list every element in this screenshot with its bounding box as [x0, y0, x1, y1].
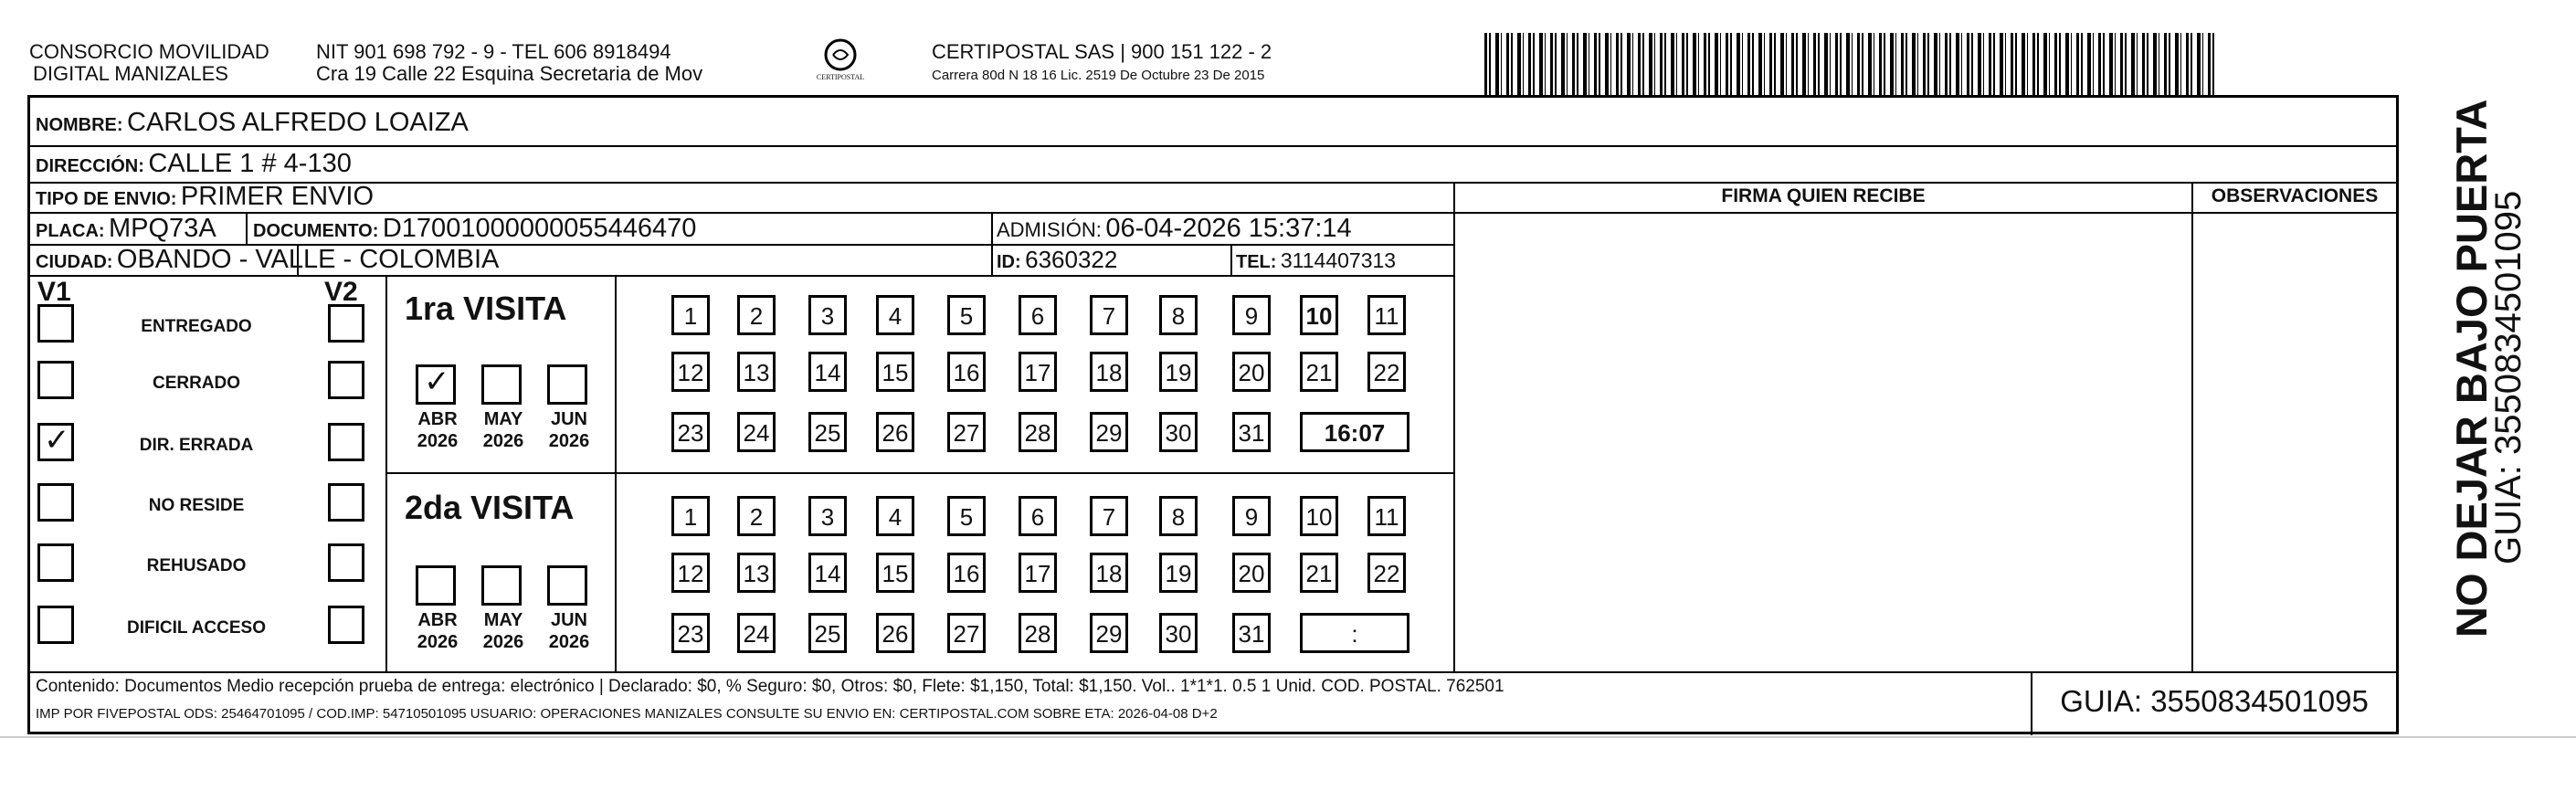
second-day-box[interactable]: 5: [947, 496, 986, 536]
second-year-label: 2026: [482, 632, 524, 652]
second-day-box[interactable]: 12: [671, 553, 710, 593]
second-day-box[interactable]: 2: [737, 496, 776, 536]
second-day-box[interactable]: 10: [1300, 496, 1338, 536]
direccion-value: CALLE 1 # 4-130: [148, 149, 352, 178]
first-day-box[interactable]: 2: [737, 295, 776, 335]
side-guia: GUIA: 3550834501095: [2488, 190, 2528, 564]
second-month-label: ABR: [417, 610, 458, 630]
second-day-box[interactable]: 28: [1019, 613, 1057, 653]
second-year-label: 2026: [417, 632, 459, 652]
second-day-box[interactable]: 29: [1090, 613, 1128, 653]
id-field: ID: 6360322: [997, 246, 1118, 273]
observaciones-label: OBSERVACIONES: [2211, 185, 2379, 206]
v2-checkbox[interactable]: [328, 606, 364, 644]
second-month-checkbox[interactable]: [416, 565, 456, 606]
second-day-box[interactable]: 18: [1090, 553, 1128, 593]
first-day-box[interactable]: 29: [1090, 412, 1128, 452]
state-label: CERRADO: [152, 374, 241, 393]
state-label: NO RESIDE: [148, 496, 245, 515]
first-day-box[interactable]: 15: [876, 352, 914, 392]
month-check-mark: ✓: [424, 364, 450, 400]
first-day-box[interactable]: 11: [1367, 295, 1406, 335]
placa-value: MPQ73A: [109, 214, 216, 243]
first-day-box[interactable]: 28: [1019, 412, 1057, 452]
v1-checkbox[interactable]: [37, 543, 74, 582]
first-day-box[interactable]: 6: [1019, 295, 1057, 335]
first-day-box[interactable]: 25: [808, 412, 847, 452]
second-day-box[interactable]: 13: [737, 553, 776, 593]
v2-checkbox[interactable]: [328, 423, 364, 461]
page-edge: [0, 736, 2576, 738]
second-time-box[interactable]: :: [1300, 613, 1409, 653]
tel-field: TEL: 3114407313: [1236, 248, 1397, 272]
firma-label: FIRMA QUIEN RECIBE: [1721, 185, 1926, 206]
nombre-value: CARLOS ALFREDO LOAIZA: [127, 108, 469, 137]
first-day-box[interactable]: 10: [1300, 295, 1338, 335]
v2-checkbox[interactable]: [328, 483, 364, 522]
state-label: DIR. ERRADA: [139, 436, 254, 455]
first-day-box[interactable]: 21: [1300, 352, 1338, 392]
second-day-box[interactable]: 26: [876, 613, 914, 653]
second-day-box[interactable]: 24: [737, 613, 776, 653]
second-day-box[interactable]: 27: [947, 613, 986, 653]
second-day-box[interactable]: 4: [876, 496, 914, 536]
second-day-box[interactable]: 23: [671, 613, 710, 653]
nombre-field: NOMBRE: CARLOS ALFREDO LOAIZA: [36, 108, 469, 137]
second-day-box[interactable]: 14: [808, 553, 847, 593]
first-day-box[interactable]: 22: [1367, 352, 1406, 392]
second-year-label: 2026: [548, 632, 590, 652]
first-day-box[interactable]: 4: [876, 295, 914, 335]
documento-value: D17001000000055446470: [382, 214, 697, 243]
first-month-checkbox[interactable]: [547, 364, 587, 405]
first-day-box[interactable]: 20: [1232, 352, 1271, 392]
second-day-box[interactable]: 30: [1159, 613, 1198, 653]
second-day-box[interactable]: 11: [1367, 496, 1406, 536]
second-visit-title: 2da VISITA: [405, 489, 575, 526]
first-day-box[interactable]: 26: [876, 412, 914, 452]
second-month-checkbox[interactable]: [481, 565, 522, 606]
first-year-label: 2026: [548, 431, 590, 451]
first-day-box[interactable]: 19: [1159, 352, 1198, 392]
ciudad-value: OBANDO - VALLE - COLOMBIA: [116, 245, 500, 274]
second-day-box[interactable]: 17: [1019, 553, 1057, 593]
first-day-box[interactable]: 9: [1232, 295, 1271, 335]
admision-field: ADMISIÓN: 06-04-2026 15:37:14: [997, 214, 1352, 243]
id-value: 6360322: [1025, 246, 1118, 273]
tel-value: 3114407313: [1280, 248, 1397, 272]
state-label: ENTREGADO: [141, 317, 252, 336]
v2-checkbox[interactable]: [328, 543, 364, 582]
first-month-checkbox[interactable]: [481, 364, 522, 405]
v1-checkbox[interactable]: [37, 361, 74, 399]
first-month-label: JUN: [550, 409, 587, 429]
address-line: Cra 19 Calle 22 Esquina Secretaria de Mov: [316, 62, 703, 85]
delivery-form: [27, 95, 2399, 734]
admision-value: 06-04-2026 15:37:14: [1105, 214, 1352, 243]
second-day-box[interactable]: 6: [1019, 496, 1057, 536]
first-time-box[interactable]: 16:07: [1300, 412, 1409, 452]
second-day-box[interactable]: 25: [808, 613, 847, 653]
footer-contenido: Contenido: Documentos Medio recepción prueba de entrega: electrónico | Declarado: $0, % Seguro: $0, Otros: $0, Flete: $1,150, Total: $1,150. Vol.. 1*1*1. 0.5 1 Unid. COD. POSTAL. 762501: [36, 677, 1504, 696]
first-month-checkbox[interactable]: [416, 364, 456, 405]
second-day-box[interactable]: 20: [1232, 553, 1271, 593]
tipo-envio-field: TIPO DE ENVIO: PRIMER ENVIO: [36, 182, 375, 211]
second-day-box[interactable]: 15: [876, 553, 914, 593]
side-panel: [2401, 95, 2528, 647]
v1-checkbox[interactable]: [37, 483, 74, 522]
logo-text: CERTIPOSTAL: [816, 73, 865, 81]
first-year-label: 2026: [482, 431, 524, 451]
v2-checkbox[interactable]: [328, 361, 364, 399]
first-day-box[interactable]: 16: [947, 352, 986, 392]
first-day-box[interactable]: 7: [1090, 295, 1128, 335]
second-month-checkbox[interactable]: [547, 565, 587, 606]
v1-checkbox[interactable]: [37, 423, 74, 461]
v1-label: V1: [37, 277, 71, 307]
second-day-box[interactable]: 22: [1367, 553, 1406, 593]
v1-checkbox[interactable]: [37, 606, 74, 644]
barcode: [1484, 33, 2215, 95]
placa-field: PLACA: MPQ73A: [36, 214, 216, 243]
first-day-box[interactable]: 30: [1159, 412, 1198, 452]
company-name-line2: DIGITAL MANIZALES: [33, 62, 228, 85]
second-month-label: MAY: [483, 610, 523, 630]
first-day-box[interactable]: 17: [1019, 352, 1057, 392]
first-day-box[interactable]: 3: [808, 295, 847, 335]
second-month-label: JUN: [550, 610, 587, 630]
direccion-field: DIRECCIÓN: CALLE 1 # 4-130: [36, 149, 352, 178]
first-month-label: ABR: [417, 409, 458, 429]
second-day-box[interactable]: 21: [1300, 553, 1338, 593]
company-name-line1: CONSORCIO MOVILIDAD: [29, 40, 269, 63]
v2-label: V2: [324, 277, 358, 307]
first-visit-title: 1ra VISITA: [405, 290, 567, 327]
v1-check-mark: ✓: [44, 422, 70, 459]
nit-line: NIT 901 698 792 - 9 - TEL 606 8918494: [316, 40, 671, 63]
state-label: REHUSADO: [146, 556, 247, 575]
footer-impresion: IMP POR FIVEPOSTAL ODS: 25464701095 / COD.IMP: 54710501095 USUARIO: OPERACIONES MANIZALES CONSULTE SU ENVIO EN: CERTIPOSTAL.COM SOBRE ETA: 2026-04-08 D+2: [36, 706, 1218, 722]
first-month-label: MAY: [483, 409, 523, 429]
first-day-box[interactable]: 13: [737, 352, 776, 392]
second-day-box[interactable]: 1: [671, 496, 710, 536]
ciudad-field: CIUDAD: OBANDO - VALLE - COLOMBIA: [36, 245, 500, 274]
v2-checkbox[interactable]: [328, 304, 364, 343]
first-day-box[interactable]: 12: [671, 352, 710, 392]
first-day-box[interactable]: 14: [808, 352, 847, 392]
certipostal-logo: [813, 35, 868, 91]
second-day-box[interactable]: 31: [1232, 613, 1271, 653]
first-year-label: 2026: [417, 431, 459, 451]
first-day-box[interactable]: 5: [947, 295, 986, 335]
first-day-box[interactable]: 31: [1232, 412, 1271, 452]
tipo-envio-value: PRIMER ENVIO: [180, 182, 375, 211]
second-day-box[interactable]: 7: [1090, 496, 1128, 536]
second-day-box[interactable]: 9: [1232, 496, 1271, 536]
first-day-box[interactable]: 1: [671, 295, 710, 335]
v1-checkbox[interactable]: [37, 304, 74, 343]
certipostal-line1: CERTIPOSTAL SAS | 900 151 122 - 2: [932, 40, 1272, 63]
documento-field: DOCUMENTO: D17001000000055446470: [253, 214, 697, 243]
first-day-box[interactable]: 23: [671, 412, 710, 452]
second-day-box[interactable]: 16: [947, 553, 986, 593]
state-label: DIFICIL ACCESO: [126, 618, 266, 638]
first-day-box[interactable]: 8: [1159, 295, 1198, 335]
second-day-box[interactable]: 8: [1159, 496, 1198, 536]
first-day-box[interactable]: 27: [947, 412, 986, 452]
second-day-box[interactable]: 19: [1159, 553, 1198, 593]
certipostal-line2: Carrera 80d N 18 16 Lic. 2519 De Octubre 23 De 2015: [932, 68, 1265, 83]
no-dejar-bajo-puerta: NO DEJAR BAJO PUERTA: [2447, 99, 2496, 638]
first-day-box[interactable]: 24: [737, 412, 776, 452]
first-day-box[interactable]: 18: [1090, 352, 1128, 392]
second-day-box[interactable]: 3: [808, 496, 847, 536]
footer-guia: GUIA: 3550834501095: [2060, 684, 2369, 718]
